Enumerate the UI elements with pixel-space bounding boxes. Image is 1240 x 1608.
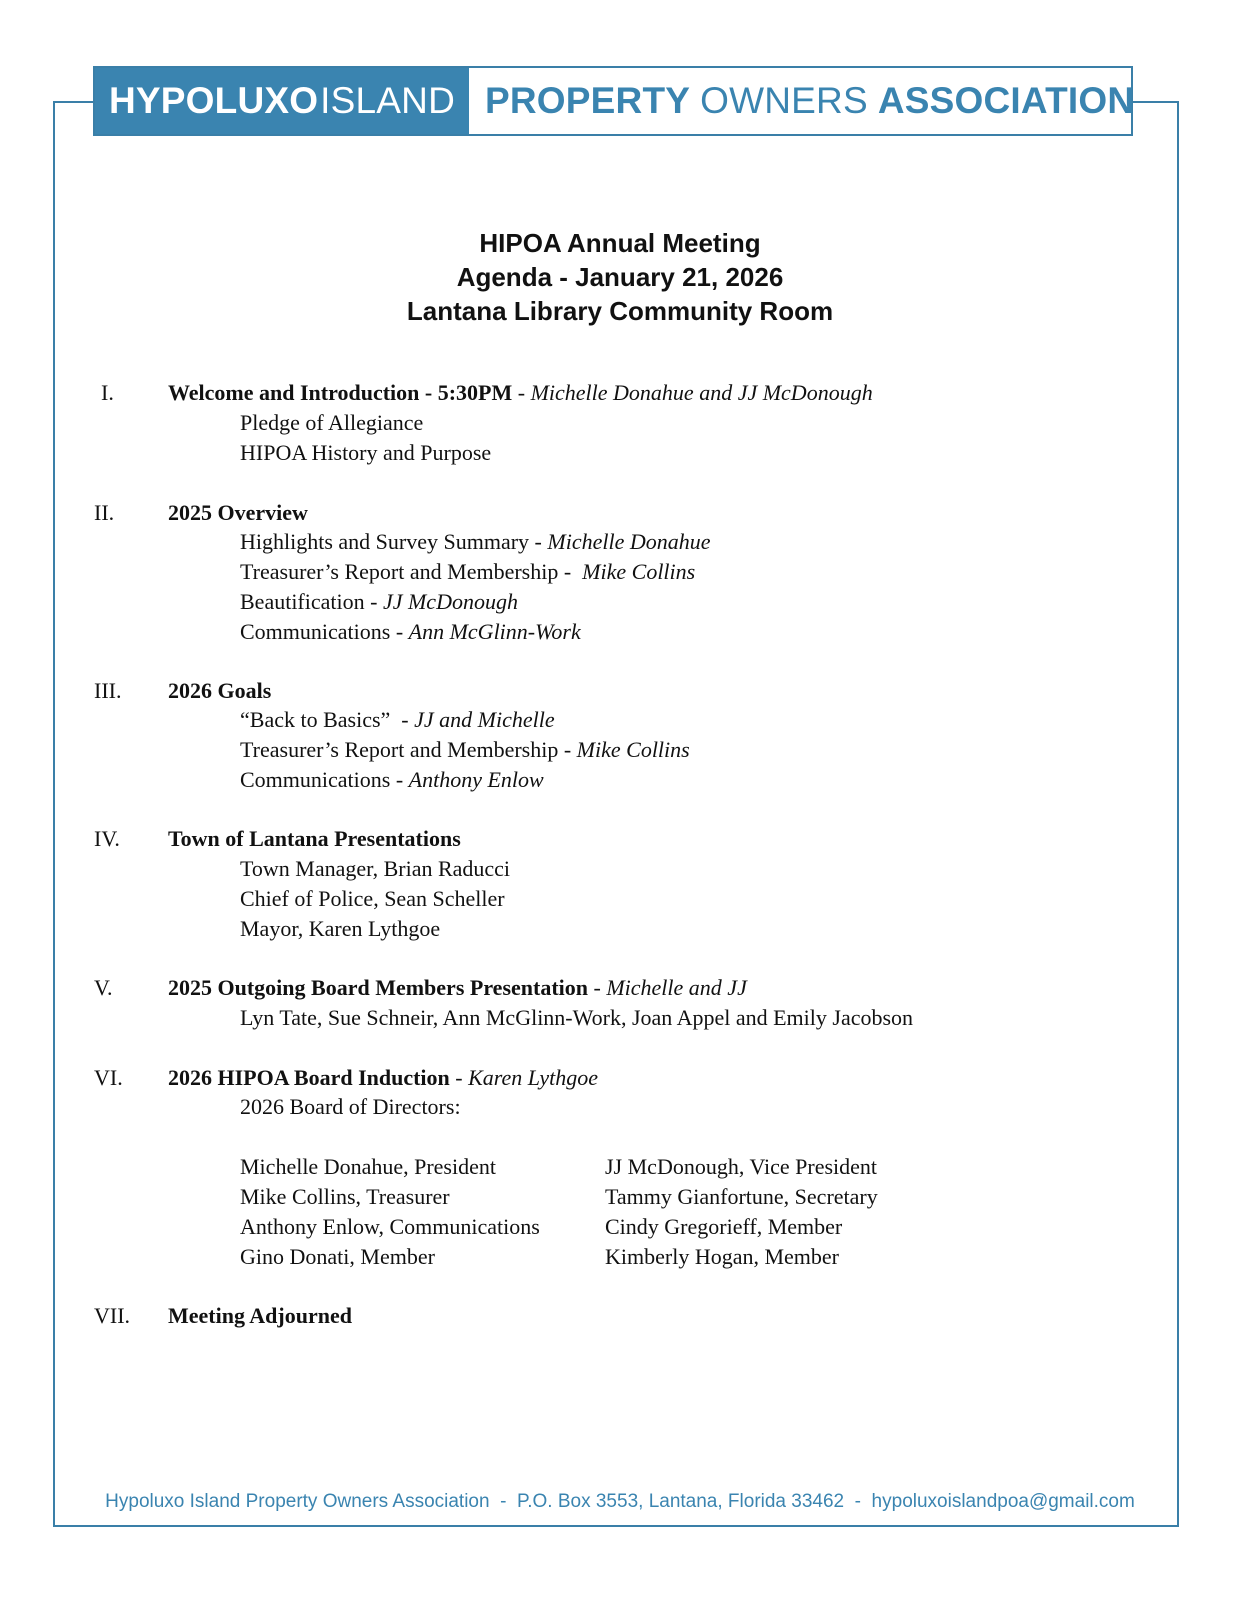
- section-presenter: Michelle and JJ: [606, 975, 747, 1000]
- title-line-1: HIPOA Annual Meeting: [479, 228, 761, 258]
- footer-contact: Hypoluxo Island Property Owners Association - P.O. Box 3553, Lantana, Florida 33462 - hypoluxoislandpoa@gmail.com: [105, 1491, 1135, 1512]
- section-heading: 2025 Overview: [168, 500, 308, 525]
- board-member: Michelle Donahue, President: [240, 1154, 496, 1179]
- logo-word-association: ASSOCIATION: [877, 80, 1135, 121]
- section-item: HIPOA History and Purpose: [240, 440, 492, 465]
- section-item: Communications - Anthony Enlow: [240, 767, 544, 792]
- agenda-title: [0, 226, 1240, 328]
- board-member: JJ McDonough, Vice President: [605, 1154, 878, 1179]
- board-member: Anthony Enlow, Communications: [240, 1214, 540, 1239]
- section-heading: 2026 Goals: [168, 678, 272, 703]
- section-item: Mayor, Karen Lythgoe: [240, 916, 441, 941]
- section-item: Chief of Police, Sean Scheller: [240, 886, 505, 911]
- association-logo-banner: [93, 66, 1133, 136]
- title-line-2: Agenda - January 21, 2026: [456, 262, 784, 292]
- section-item: “Back to Basics” - JJ and Michelle: [240, 707, 555, 732]
- section-item: Treasurer’s Report and Membership - Mike Collins: [240, 737, 690, 762]
- section-item: Lyn Tate, Sue Schneir, Ann McGlinn-Work, Joan Appel and Emily Jacobson: [240, 1005, 914, 1030]
- section-item: Treasurer’s Report and Membership - Mike Collins: [240, 559, 696, 584]
- board-member: Gino Donati, Member: [240, 1244, 435, 1269]
- section-heading: Welcome and Introduction - 5:30PM - Michelle Donahue and JJ McDonough: [168, 380, 873, 405]
- section-heading: Town of Lantana Presentations: [168, 826, 461, 851]
- board-member: Tammy Gianfortune, Secretary: [605, 1184, 878, 1209]
- section-numeral: II.: [94, 500, 115, 525]
- board-member: Cindy Gregorieff, Member: [605, 1214, 843, 1239]
- section-item: Town Manager, Brian Raducci: [240, 856, 511, 881]
- logo-right-block: [469, 68, 1134, 134]
- section-heading: Meeting Adjourned: [168, 1303, 352, 1328]
- section-heading: 2025 Outgoing Board Members Presentation - Michelle and JJ: [168, 975, 747, 1000]
- section-presenter: Michelle Donahue and JJ McDonough: [530, 380, 873, 405]
- section-numeral: I.: [101, 380, 114, 405]
- section-heading: 2026 HIPOA Board Induction - Karen Lythgoe: [168, 1065, 599, 1090]
- section-item: 2026 Board of Directors:: [240, 1094, 461, 1119]
- section-item: Beautification - JJ McDonough: [240, 589, 518, 614]
- board-member: Kimberly Hogan, Member: [605, 1244, 839, 1269]
- logo-word-island: ISLAND: [320, 80, 455, 121]
- section-numeral: IV.: [94, 826, 120, 851]
- section-numeral: VI.: [94, 1065, 123, 1090]
- logo-word-hypoluxo: HYPOLUXO: [109, 80, 319, 121]
- section-item: Highlights and Survey Summary - Michelle Donahue: [240, 529, 711, 554]
- title-line-3: Lantana Library Community Room: [406, 296, 834, 326]
- logo-left-block: [95, 68, 469, 134]
- logo-word-property: PROPERTY: [485, 80, 691, 121]
- section-presenter: Karen Lythgoe: [468, 1065, 599, 1090]
- board-member: Mike Collins, Treasurer: [240, 1184, 450, 1209]
- logo-word-owners: OWNERS: [700, 80, 868, 121]
- section-item: Pledge of Allegiance: [240, 410, 424, 435]
- section-numeral: V.: [94, 975, 113, 1000]
- section-numeral: VII.: [94, 1303, 131, 1328]
- section-item: Communications - Ann McGlinn-Work: [240, 619, 581, 644]
- section-numeral: III.: [94, 678, 122, 703]
